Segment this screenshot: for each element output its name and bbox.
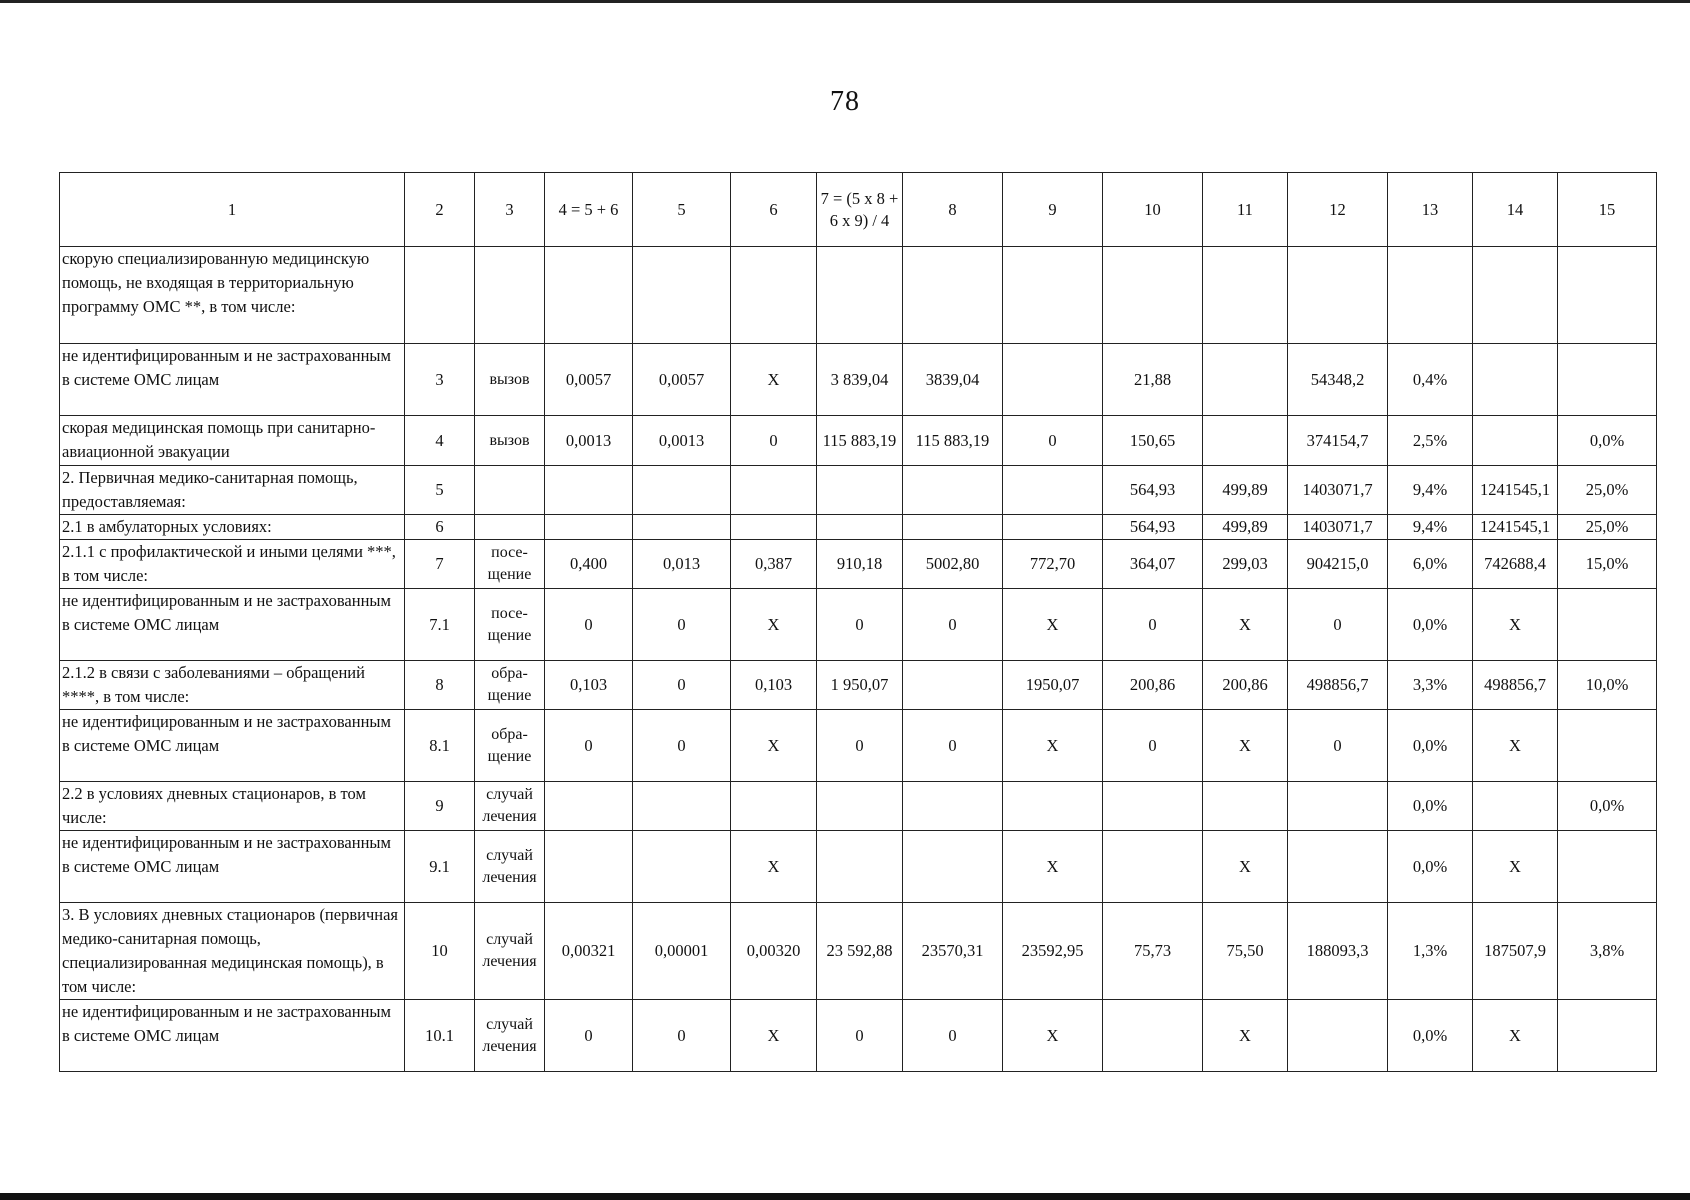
table-cell: 7.1 xyxy=(405,589,475,661)
table-cell: 374154,7 xyxy=(1288,416,1388,466)
table-cell xyxy=(903,247,1003,344)
table-cell: 0,0% xyxy=(1558,782,1657,831)
table-cell: 0 xyxy=(633,589,731,661)
header-row xyxy=(60,173,1657,247)
table-cell xyxy=(1473,782,1558,831)
table-cell: 9 xyxy=(405,782,475,831)
table-cell: 0,0% xyxy=(1558,416,1657,466)
table-cell xyxy=(1003,782,1103,831)
table-cell: 0,103 xyxy=(545,661,633,710)
table-cell: 0,00001 xyxy=(633,903,731,1000)
table-cell xyxy=(817,782,903,831)
table-cell: 3,3% xyxy=(1388,661,1473,710)
table-cell: 9,4% xyxy=(1388,515,1473,540)
table-cell xyxy=(545,831,633,903)
table-cell: 0 xyxy=(817,589,903,661)
table-cell: 3 xyxy=(405,344,475,416)
table-row xyxy=(60,782,1657,831)
table-cell: Х xyxy=(1203,589,1288,661)
table-cell: 299,03 xyxy=(1203,540,1288,589)
table-cell xyxy=(1203,782,1288,831)
header-cell: 6 xyxy=(731,173,817,247)
table-cell: 0,0% xyxy=(1388,710,1473,782)
table-row xyxy=(60,540,1657,589)
row-label-cell: 2.2 в условиях дневных стационаров, в том числе: xyxy=(60,782,405,831)
table-cell xyxy=(1203,344,1288,416)
row-label-cell: 2.1.2 в связи с заболеваниями – обращений ****, в том числе: xyxy=(60,661,405,710)
row-label-cell: не идентифицированным и не застрахованным в системе ОМС лицам xyxy=(60,589,405,661)
table-cell: Х xyxy=(731,344,817,416)
unit-cell: посе-щение xyxy=(475,589,545,661)
table-cell: 0 xyxy=(545,589,633,661)
table-cell: 23592,95 xyxy=(1003,903,1103,1000)
table-cell xyxy=(1003,247,1103,344)
table-cell: 21,88 xyxy=(1103,344,1203,416)
table-cell: 9.1 xyxy=(405,831,475,903)
row-label-cell: скорая медицинская помощь при санитарно-авиационной эвакуации xyxy=(60,416,405,466)
table-cell xyxy=(1203,247,1288,344)
table-cell: 0 xyxy=(1003,416,1103,466)
table-cell: 564,93 xyxy=(1103,515,1203,540)
row-label-cell: не идентифицированным и не застрахованным в системе ОМС лицам xyxy=(60,1000,405,1072)
table-cell: 0,0057 xyxy=(545,344,633,416)
table-cell xyxy=(817,247,903,344)
table-cell xyxy=(1003,515,1103,540)
table-cell xyxy=(1103,247,1203,344)
table-cell: 0,0057 xyxy=(633,344,731,416)
table-cell: 0,0% xyxy=(1388,1000,1473,1072)
table-cell: 0,00321 xyxy=(545,903,633,1000)
table-cell xyxy=(1473,416,1558,466)
table-cell: 115 883,19 xyxy=(817,416,903,466)
header-cell: 15 xyxy=(1558,173,1657,247)
header-cell: 3 xyxy=(475,173,545,247)
unit-cell: случай лечения xyxy=(475,782,545,831)
table-cell: 0,387 xyxy=(731,540,817,589)
table-cell xyxy=(545,247,633,344)
row-label-cell: 2. Первичная медико-санитарная помощь, предоставляемая: xyxy=(60,466,405,515)
table-cell xyxy=(545,466,633,515)
table-cell xyxy=(1558,247,1657,344)
table-cell: 200,86 xyxy=(1203,661,1288,710)
table-cell: 0 xyxy=(633,1000,731,1072)
table-cell: 1,3% xyxy=(1388,903,1473,1000)
table-cell: 75,73 xyxy=(1103,903,1203,1000)
table-cell: 10 xyxy=(405,903,475,1000)
row-label-cell: скорую специализированную медицинскую помощь, не входящая в территориальную программу ОМС **, в том числе: xyxy=(60,247,405,344)
table-cell: 3 839,04 xyxy=(817,344,903,416)
header-cell: 9 xyxy=(1003,173,1103,247)
table-cell xyxy=(1558,1000,1657,1072)
table-cell: 499,89 xyxy=(1203,515,1288,540)
table-cell: 0,0% xyxy=(1388,589,1473,661)
table-cell: 364,07 xyxy=(1103,540,1203,589)
top-edge-line xyxy=(0,0,1690,3)
table-body xyxy=(60,247,1657,1072)
table-cell: 4 xyxy=(405,416,475,466)
table-cell xyxy=(633,515,731,540)
table-cell: 0,00320 xyxy=(731,903,817,1000)
table-cell xyxy=(1388,247,1473,344)
table-cell: 0,4% xyxy=(1388,344,1473,416)
unit-cell: обра-щение xyxy=(475,710,545,782)
table-cell: 3,8% xyxy=(1558,903,1657,1000)
unit-cell xyxy=(475,515,545,540)
table-cell: 499,89 xyxy=(1203,466,1288,515)
table-cell: 23 592,88 xyxy=(817,903,903,1000)
table-cell: 15,0% xyxy=(1558,540,1657,589)
table-cell: 1241545,1 xyxy=(1473,466,1558,515)
table-cell: 0,0013 xyxy=(633,416,731,466)
table-cell xyxy=(1558,710,1657,782)
table-row xyxy=(60,903,1657,1000)
table-row xyxy=(60,589,1657,661)
table-cell xyxy=(1473,344,1558,416)
table-cell: 0,0% xyxy=(1388,782,1473,831)
table-cell: Х xyxy=(1003,1000,1103,1072)
table-cell xyxy=(1003,344,1103,416)
table-cell xyxy=(633,466,731,515)
table-cell: Х xyxy=(1203,1000,1288,1072)
table-cell: 904215,0 xyxy=(1288,540,1388,589)
table-cell xyxy=(1203,416,1288,466)
header-cell: 8 xyxy=(903,173,1003,247)
table-cell: 0,103 xyxy=(731,661,817,710)
table-cell: Х xyxy=(1003,710,1103,782)
table-cell xyxy=(1288,831,1388,903)
table-row xyxy=(60,344,1657,416)
table-row xyxy=(60,831,1657,903)
table-cell: 6,0% xyxy=(1388,540,1473,589)
table-cell: 5 xyxy=(405,466,475,515)
table-cell xyxy=(545,782,633,831)
table-cell: 498856,7 xyxy=(1288,661,1388,710)
header-cell: 5 xyxy=(633,173,731,247)
table-cell: Х xyxy=(1003,831,1103,903)
table-cell xyxy=(633,782,731,831)
table-cell xyxy=(903,466,1003,515)
table-cell: 0 xyxy=(1288,710,1388,782)
table-cell: 498856,7 xyxy=(1473,661,1558,710)
row-label-cell: не идентифицированным и не застрахованным в системе ОМС лицам xyxy=(60,710,405,782)
table-cell: 0,0013 xyxy=(545,416,633,466)
table-cell xyxy=(817,831,903,903)
unit-cell xyxy=(475,466,545,515)
table-cell: 3839,04 xyxy=(903,344,1003,416)
table-row xyxy=(60,710,1657,782)
header-cell: 7 = (5 х 8 + 6 х 9) / 4 xyxy=(817,173,903,247)
table-row xyxy=(60,661,1657,710)
table-cell: 0 xyxy=(903,589,1003,661)
table-cell: Х xyxy=(731,831,817,903)
table-cell: 0,400 xyxy=(545,540,633,589)
table-cell: 0 xyxy=(633,710,731,782)
table-cell xyxy=(1473,247,1558,344)
table-cell: 1241545,1 xyxy=(1473,515,1558,540)
table-cell: 23570,31 xyxy=(903,903,1003,1000)
table-cell: Х xyxy=(731,710,817,782)
table-cell: 115 883,19 xyxy=(903,416,1003,466)
table-cell xyxy=(1103,831,1203,903)
table-cell xyxy=(633,247,731,344)
table-cell xyxy=(1558,344,1657,416)
table-cell xyxy=(1288,247,1388,344)
table-cell: 0 xyxy=(545,1000,633,1072)
table-cell xyxy=(903,515,1003,540)
table-cell: 0 xyxy=(1103,710,1203,782)
table-cell: 0 xyxy=(545,710,633,782)
table-cell xyxy=(731,466,817,515)
unit-cell: посе-щение xyxy=(475,540,545,589)
table-cell xyxy=(731,247,817,344)
header-cell: 14 xyxy=(1473,173,1558,247)
table-cell xyxy=(817,515,903,540)
row-label-cell: 3. В условиях дневных стационаров (первичная медико-санитарная помощь, специализированная медицинская помощь), в том числе: xyxy=(60,903,405,1000)
table-cell: 6 xyxy=(405,515,475,540)
header-cell: 11 xyxy=(1203,173,1288,247)
table-cell: 8 xyxy=(405,661,475,710)
unit-cell: случай лечения xyxy=(475,831,545,903)
table-row xyxy=(60,1000,1657,1072)
table-cell: 75,50 xyxy=(1203,903,1288,1000)
unit-cell xyxy=(475,247,545,344)
bottom-scan-edge xyxy=(0,1193,1690,1200)
table-cell xyxy=(1288,1000,1388,1072)
header-cell: 1 xyxy=(60,173,405,247)
header-cell: 12 xyxy=(1288,173,1388,247)
table-cell: 1 950,07 xyxy=(817,661,903,710)
header-cell: 2 xyxy=(405,173,475,247)
table-cell: 2,5% xyxy=(1388,416,1473,466)
table-cell: Х xyxy=(731,589,817,661)
row-label-cell: 2.1 в амбулаторных условиях: xyxy=(60,515,405,540)
table-cell: 10.1 xyxy=(405,1000,475,1072)
unit-cell: случай лечения xyxy=(475,903,545,1000)
table-cell: 0 xyxy=(817,1000,903,1072)
table-cell xyxy=(1103,782,1203,831)
data-table xyxy=(59,172,1657,1072)
table-cell xyxy=(903,782,1003,831)
page-number: 78 xyxy=(830,86,860,117)
table-cell: Х xyxy=(1203,831,1288,903)
table-cell: 564,93 xyxy=(1103,466,1203,515)
table-cell: 772,70 xyxy=(1003,540,1103,589)
table-cell xyxy=(731,782,817,831)
header-cell: 4 = 5 + 6 xyxy=(545,173,633,247)
table-cell: 0 xyxy=(1103,589,1203,661)
table-cell: 8.1 xyxy=(405,710,475,782)
table-cell xyxy=(1103,1000,1203,1072)
table-cell: Х xyxy=(1203,710,1288,782)
table-cell xyxy=(903,831,1003,903)
table-cell: Х xyxy=(1473,710,1558,782)
table-cell: 910,18 xyxy=(817,540,903,589)
table-row xyxy=(60,416,1657,466)
table-row xyxy=(60,515,1657,540)
table-cell: 0,0% xyxy=(1388,831,1473,903)
table-cell: Х xyxy=(1473,831,1558,903)
table-cell: 188093,3 xyxy=(1288,903,1388,1000)
table-cell: 7 xyxy=(405,540,475,589)
table-cell: 187507,9 xyxy=(1473,903,1558,1000)
table-cell xyxy=(545,515,633,540)
table-cell xyxy=(903,661,1003,710)
table-row xyxy=(60,466,1657,515)
unit-cell: вызов xyxy=(475,344,545,416)
table-cell xyxy=(1558,831,1657,903)
table-cell: 150,65 xyxy=(1103,416,1203,466)
table-cell: 0 xyxy=(633,661,731,710)
table-cell xyxy=(1288,782,1388,831)
header-cell: 10 xyxy=(1103,173,1203,247)
table-cell: 200,86 xyxy=(1103,661,1203,710)
table-cell: 10,0% xyxy=(1558,661,1657,710)
table-cell: 742688,4 xyxy=(1473,540,1558,589)
table-cell xyxy=(731,515,817,540)
table-cell: Х xyxy=(1473,589,1558,661)
table-cell: Х xyxy=(1003,589,1103,661)
table-cell: 9,4% xyxy=(1388,466,1473,515)
table-cell xyxy=(1558,589,1657,661)
table-cell xyxy=(633,831,731,903)
header-cell: 13 xyxy=(1388,173,1473,247)
table-cell: 0 xyxy=(903,1000,1003,1072)
row-label-cell: не идентифицированным и не застрахованным в системе ОМС лицам xyxy=(60,831,405,903)
unit-cell: вызов xyxy=(475,416,545,466)
unit-cell: обра-щение xyxy=(475,661,545,710)
table-cell xyxy=(1003,466,1103,515)
table-cell: 1950,07 xyxy=(1003,661,1103,710)
table-cell: Х xyxy=(1473,1000,1558,1072)
row-label-cell: 2.1.1 с профилактической и иными целями ***, в том числе: xyxy=(60,540,405,589)
table-cell: 1403071,7 xyxy=(1288,515,1388,540)
table-cell: Х xyxy=(731,1000,817,1072)
table-cell: 0 xyxy=(731,416,817,466)
table-cell: 0 xyxy=(817,710,903,782)
unit-cell: случай лечения xyxy=(475,1000,545,1072)
table-cell: 0 xyxy=(1288,589,1388,661)
table-cell: 25,0% xyxy=(1558,515,1657,540)
table-cell: 25,0% xyxy=(1558,466,1657,515)
table-cell xyxy=(405,247,475,344)
table-cell: 1403071,7 xyxy=(1288,466,1388,515)
table-cell: 0,013 xyxy=(633,540,731,589)
table-row xyxy=(60,247,1657,344)
table-cell: 54348,2 xyxy=(1288,344,1388,416)
table-cell: 5002,80 xyxy=(903,540,1003,589)
row-label-cell: не идентифицированным и не застрахованным в системе ОМС лицам xyxy=(60,344,405,416)
table-cell: 0 xyxy=(903,710,1003,782)
table-cell xyxy=(817,466,903,515)
